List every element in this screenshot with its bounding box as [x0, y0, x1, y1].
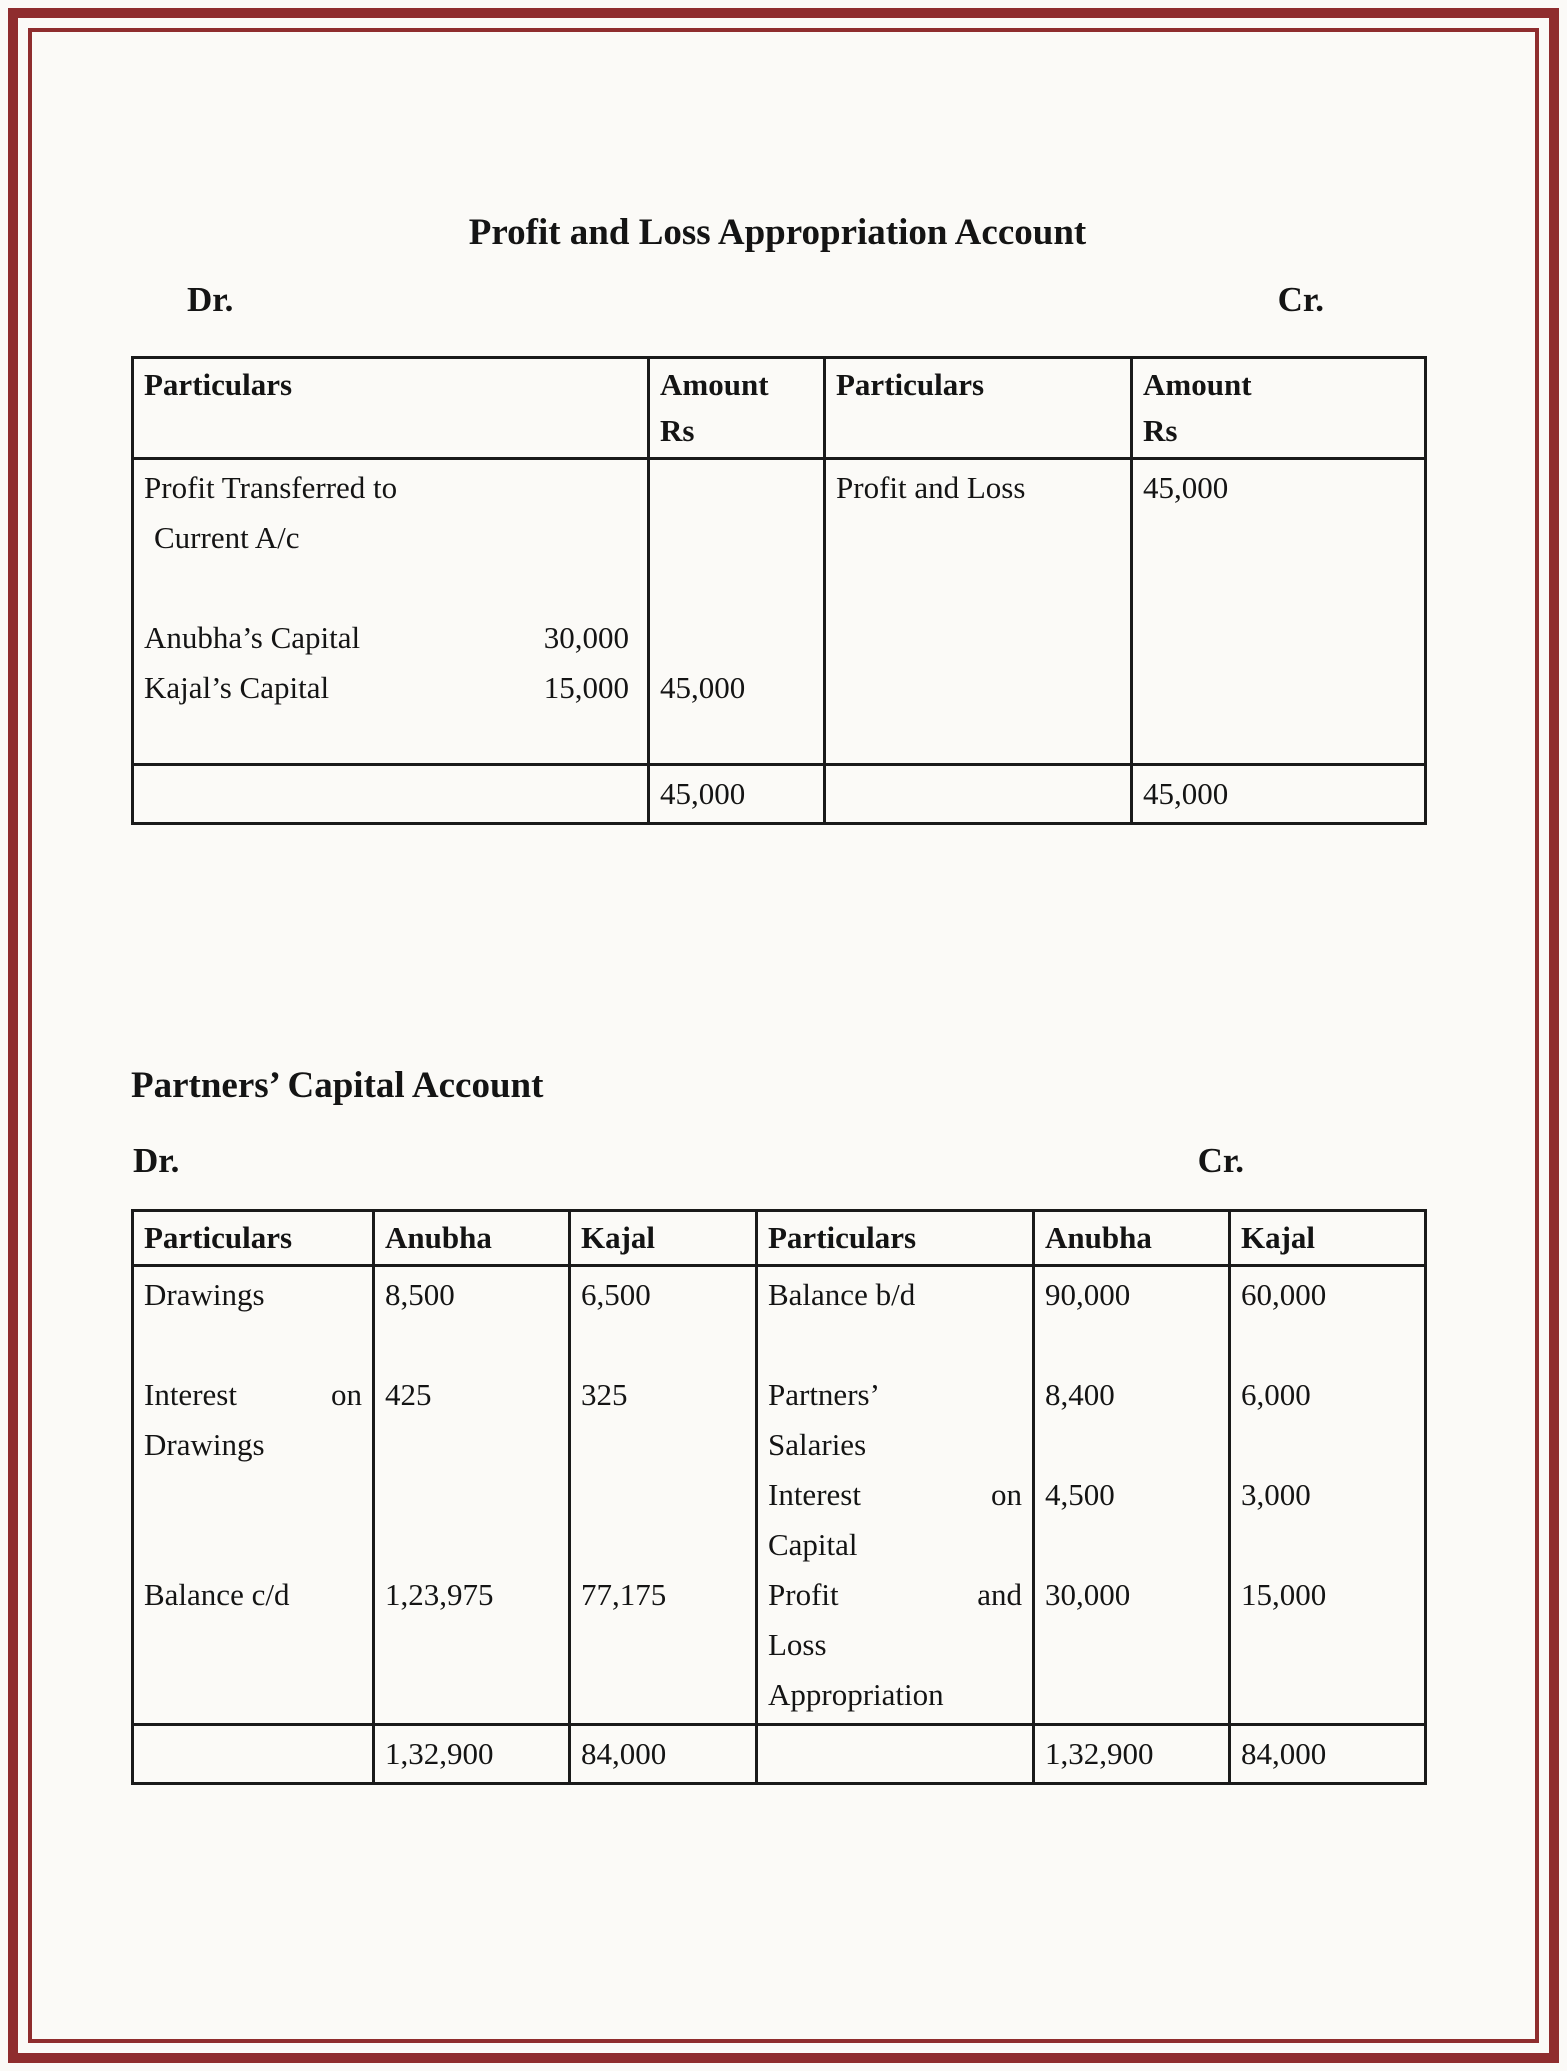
- capital-debit-total-kajal: 84,000: [581, 1736, 667, 1771]
- credit-anubha-pl: 30,000: [1045, 1577, 1131, 1612]
- pl-cr-label: Cr.: [1277, 280, 1324, 319]
- spacer-line: [1045, 1520, 1218, 1570]
- pl-header-particulars-credit: [825, 358, 1132, 459]
- word-on: on: [331, 1377, 362, 1412]
- capital-debit-drawings-label: Drawings: [144, 1277, 265, 1312]
- capital-credit-total-kajal: 84,000: [1241, 1736, 1327, 1771]
- spacer-line: [385, 1420, 558, 1470]
- pl-header-amount-credit-line2: Rs: [1143, 413, 1178, 448]
- pl-body-row: [133, 459, 1426, 765]
- pl-debit-particulars-cell: [133, 459, 649, 765]
- capital-header-kajal-debit: [570, 1211, 757, 1266]
- debit-kajal-balance-cd: 77,175: [581, 1577, 667, 1612]
- spacer-line: [1241, 1320, 1414, 1370]
- pl-debit-subitem-kajal: [144, 663, 637, 713]
- pl-header-amount-debit: [649, 358, 825, 459]
- capital-total-blank-credit: [757, 1725, 1034, 1784]
- pl-debit-subitem-anubha-label: Anubha’s Capital: [144, 620, 361, 655]
- spacer-line: [385, 1320, 558, 1370]
- pl-credit-particulars-cell: [825, 459, 1132, 765]
- pl-header-amount-debit-line2: Rs: [660, 413, 695, 448]
- pl-header-amount-debit-line1: Amount: [660, 367, 769, 402]
- capital-debit-particulars-cell: [133, 1266, 374, 1725]
- capital-credit-balance-bd-label: Balance b/d: [768, 1277, 916, 1312]
- capital-header-particulars-credit-label: Particulars: [768, 1220, 917, 1255]
- capital-debit-balance-cd-label: Balance c/d: [144, 1577, 290, 1612]
- pl-credit-total-cell: [1132, 765, 1426, 824]
- pl-dr-label: Dr.: [187, 280, 234, 319]
- pl-total-row: [133, 765, 1426, 824]
- credit-kajal-salaries: 6,000: [1241, 1377, 1311, 1412]
- capital-header-kajal-credit-label: Kajal: [1241, 1220, 1316, 1255]
- capital-credit-total-kajal-cell: [1230, 1725, 1426, 1784]
- pl-credit-total: 45,000: [1143, 776, 1229, 811]
- capital-account-table: [131, 1209, 1427, 1785]
- spacer-line: [144, 1520, 362, 1570]
- pl-total-blank-credit: [825, 765, 1132, 824]
- pl-header-particulars-debit-label: Particulars: [144, 367, 293, 402]
- spacer-line: [1045, 1320, 1218, 1370]
- capital-credit-total-anubha-cell: [1034, 1725, 1230, 1784]
- word-on: on: [991, 1477, 1022, 1512]
- capital-header-anubha-debit: [374, 1211, 570, 1266]
- capital-header-anubha-credit-label: Anubha: [1045, 1220, 1152, 1255]
- spacer-line: [1045, 1420, 1218, 1470]
- capital-credit-salaries-line1: Partners’: [768, 1377, 880, 1412]
- debit-anubha-drawings: 8,500: [385, 1277, 455, 1312]
- pl-debit-item-line1: Profit Transferred to: [144, 470, 398, 505]
- pl-account-title: Profit and Loss Appropriation Account: [468, 212, 1087, 253]
- pl-debit-subitem-kajal-label: Kajal’s Capital: [144, 670, 330, 705]
- capital-total-row: [133, 1725, 1426, 1784]
- capital-account-title: Partners’ Capital Account: [131, 1065, 544, 1106]
- capital-debit-interest-line2: Drawings: [144, 1427, 265, 1462]
- pl-credit-amount: 45,000: [1143, 470, 1229, 505]
- spacer-line: [581, 1320, 745, 1370]
- spacer-line: [581, 1470, 745, 1520]
- credit-kajal-pl: 15,000: [1241, 1577, 1327, 1612]
- page-content: [131, 0, 1424, 1785]
- capital-header-particulars-debit: [133, 1211, 374, 1266]
- capital-header-anubha-credit: [1034, 1211, 1230, 1266]
- capital-header-particulars-debit-label: Particulars: [144, 1220, 293, 1255]
- spacer-line: [660, 513, 813, 563]
- capital-credit-salaries-line2: Salaries: [768, 1427, 867, 1462]
- capital-cr-label: Cr.: [1197, 1141, 1244, 1180]
- capital-header-kajal-debit-label: Kajal: [581, 1220, 656, 1255]
- debit-kajal-interest: 325: [581, 1377, 628, 1412]
- capital-credit-interest-line1: [768, 1470, 1022, 1520]
- pl-debit-subitem-anubha-amount: 30,000: [543, 620, 629, 655]
- capital-dr-label: Dr.: [133, 1141, 180, 1180]
- capital-debit-interest-line1: [144, 1370, 362, 1420]
- debit-kajal-drawings: 6,500: [581, 1277, 651, 1312]
- credit-kajal-interest: 3,000: [1241, 1477, 1311, 1512]
- capital-credit-particulars-cell: [757, 1266, 1034, 1725]
- spacer-line: [660, 563, 813, 613]
- capital-debit-anubha-cell: [374, 1266, 570, 1725]
- pl-debit-item-line2: Current A/c: [154, 520, 300, 555]
- debit-anubha-interest: 425: [385, 1377, 432, 1412]
- word-interest: Interest: [144, 1377, 237, 1412]
- capital-credit-pl-line1: [768, 1570, 1022, 1620]
- capital-debit-total-anubha-cell: [374, 1725, 570, 1784]
- spacer-line: [660, 613, 813, 663]
- pl-header-amount-credit: [1132, 358, 1426, 459]
- capital-credit-anubha-cell: [1034, 1266, 1230, 1725]
- capital-debit-kajal-cell: [570, 1266, 757, 1725]
- capital-header-particulars-credit: [757, 1211, 1034, 1266]
- spacer-line: [385, 1520, 558, 1570]
- spacer-line: [660, 463, 813, 513]
- capital-credit-total-anubha: 1,32,900: [1045, 1736, 1154, 1771]
- capital-credit-interest-line2: Capital: [768, 1527, 858, 1562]
- credit-anubha-balance-bd: 90,000: [1045, 1277, 1131, 1312]
- pl-debit-subitem-anubha: [144, 613, 637, 663]
- pl-drcr-row: [131, 278, 1424, 322]
- pl-total-blank-debit: [133, 765, 649, 824]
- capital-debit-total-anubha: 1,32,900: [385, 1736, 494, 1771]
- credit-anubha-interest: 4,500: [1045, 1477, 1115, 1512]
- pl-credit-amount-cell: [1132, 459, 1426, 765]
- pl-debit-total-cell: [649, 765, 825, 824]
- spacer-line: [1241, 1520, 1414, 1570]
- capital-debit-total-kajal-cell: [570, 1725, 757, 1784]
- capital-header-kajal-credit: [1230, 1211, 1426, 1266]
- word-interest: Interest: [768, 1477, 861, 1512]
- word-and: and: [977, 1577, 1022, 1612]
- spacer-line: [581, 1420, 745, 1470]
- pl-debit-amount-cell: [649, 459, 825, 765]
- capital-header-anubha-debit-label: Anubha: [385, 1220, 492, 1255]
- capital-header-row: [133, 1211, 1426, 1266]
- credit-anubha-salaries: 8,400: [1045, 1377, 1115, 1412]
- capital-credit-pl-line2: Loss: [768, 1627, 827, 1662]
- capital-credit-pl-line3: Appropriation: [768, 1677, 944, 1712]
- spacer-line: [581, 1520, 745, 1570]
- spacer-line: [768, 1320, 1022, 1370]
- pl-header-particulars-credit-label: Particulars: [836, 367, 985, 402]
- spacer-line: [385, 1470, 558, 1520]
- credit-kajal-balance-bd: 60,000: [1241, 1277, 1327, 1312]
- pl-credit-item: Profit and Loss: [836, 470, 1026, 505]
- pl-debit-total: 45,000: [660, 776, 746, 811]
- pl-debit-subitem-kajal-amount: 15,000: [543, 670, 629, 705]
- spacer-line: [1241, 1420, 1414, 1470]
- pl-appropriation-table: [131, 356, 1427, 825]
- capital-drcr-row: [131, 1139, 1424, 1183]
- debit-anubha-balance-cd: 1,23,975: [385, 1577, 494, 1612]
- pl-header-amount-credit-line1: Amount: [1143, 367, 1252, 402]
- pl-header-row: [133, 358, 1426, 459]
- pl-debit-amount: 45,000: [660, 670, 746, 705]
- spacer-line: [144, 1320, 362, 1370]
- pl-header-particulars-debit: [133, 358, 649, 459]
- word-profit: Profit: [768, 1577, 839, 1612]
- capital-credit-kajal-cell: [1230, 1266, 1426, 1725]
- capital-body-row: [133, 1266, 1426, 1725]
- spacer-line: [144, 563, 637, 613]
- spacer-line: [144, 1470, 362, 1520]
- capital-total-blank-debit: [133, 1725, 374, 1784]
